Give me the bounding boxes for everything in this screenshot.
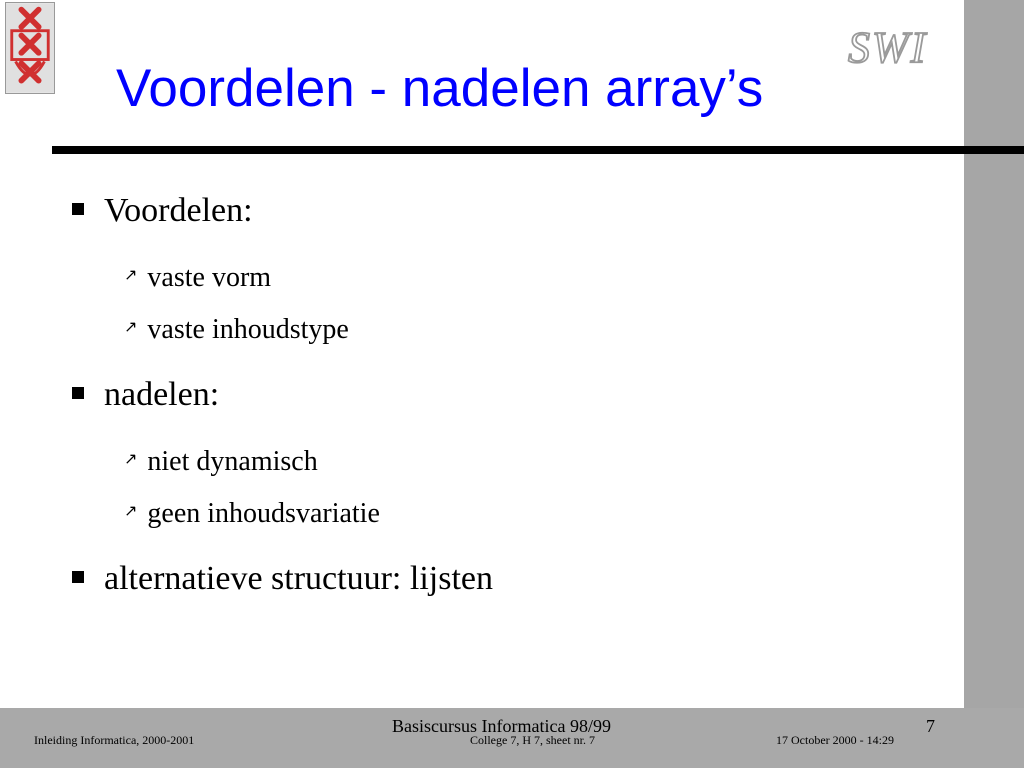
bullet-label: nadelen:: [104, 376, 220, 413]
footer-course: Basiscursus Informatica 98/99: [392, 716, 611, 736]
sub-item: [124, 262, 271, 294]
arrow-up-right-icon: ↗: [124, 317, 138, 336]
sub-item: [124, 446, 318, 478]
crest-icon: [6, 3, 54, 93]
swi-logo: [846, 22, 946, 72]
right-gray-band: [964, 0, 1024, 768]
page-number: 7: [926, 716, 935, 736]
sub-item-label: geen inhoudsvariatie: [147, 498, 380, 529]
bullet-label: alternatieve structuur: lijsten: [104, 560, 493, 597]
page-title: Voordelen - nadelen array’s: [116, 59, 764, 118]
bullet-item: [72, 192, 253, 230]
uva-crest-logo: [5, 2, 55, 94]
bullet-item: [72, 376, 219, 414]
sub-item-label: vaste vorm: [147, 262, 272, 293]
arrow-up-right-icon: ↗: [124, 501, 138, 520]
footer-left: Inleiding Informatica, 2000-2001: [34, 733, 195, 747]
sub-item: [124, 314, 349, 346]
footer-center: College 7, H 7, sheet nr. 7: [470, 733, 595, 747]
sub-item-label: vaste inhoudstype: [147, 314, 349, 345]
square-bullet-icon: [72, 203, 84, 215]
arrow-up-right-icon: ↗: [124, 449, 138, 468]
sub-item: [124, 498, 380, 530]
footer-right: 17 October 2000 - 14:29: [776, 733, 894, 747]
sub-item-label: niet dynamisch: [147, 446, 318, 477]
arrow-up-right-icon: ↗: [124, 265, 138, 284]
square-bullet-icon: [72, 571, 84, 583]
swi-logo-icon: [846, 22, 946, 72]
square-bullet-icon: [72, 387, 84, 399]
bullet-item: [72, 560, 493, 598]
title-divider: [52, 146, 1024, 154]
swi-logo-text: SWI: [848, 23, 928, 72]
bullet-label: Voordelen:: [104, 192, 253, 229]
